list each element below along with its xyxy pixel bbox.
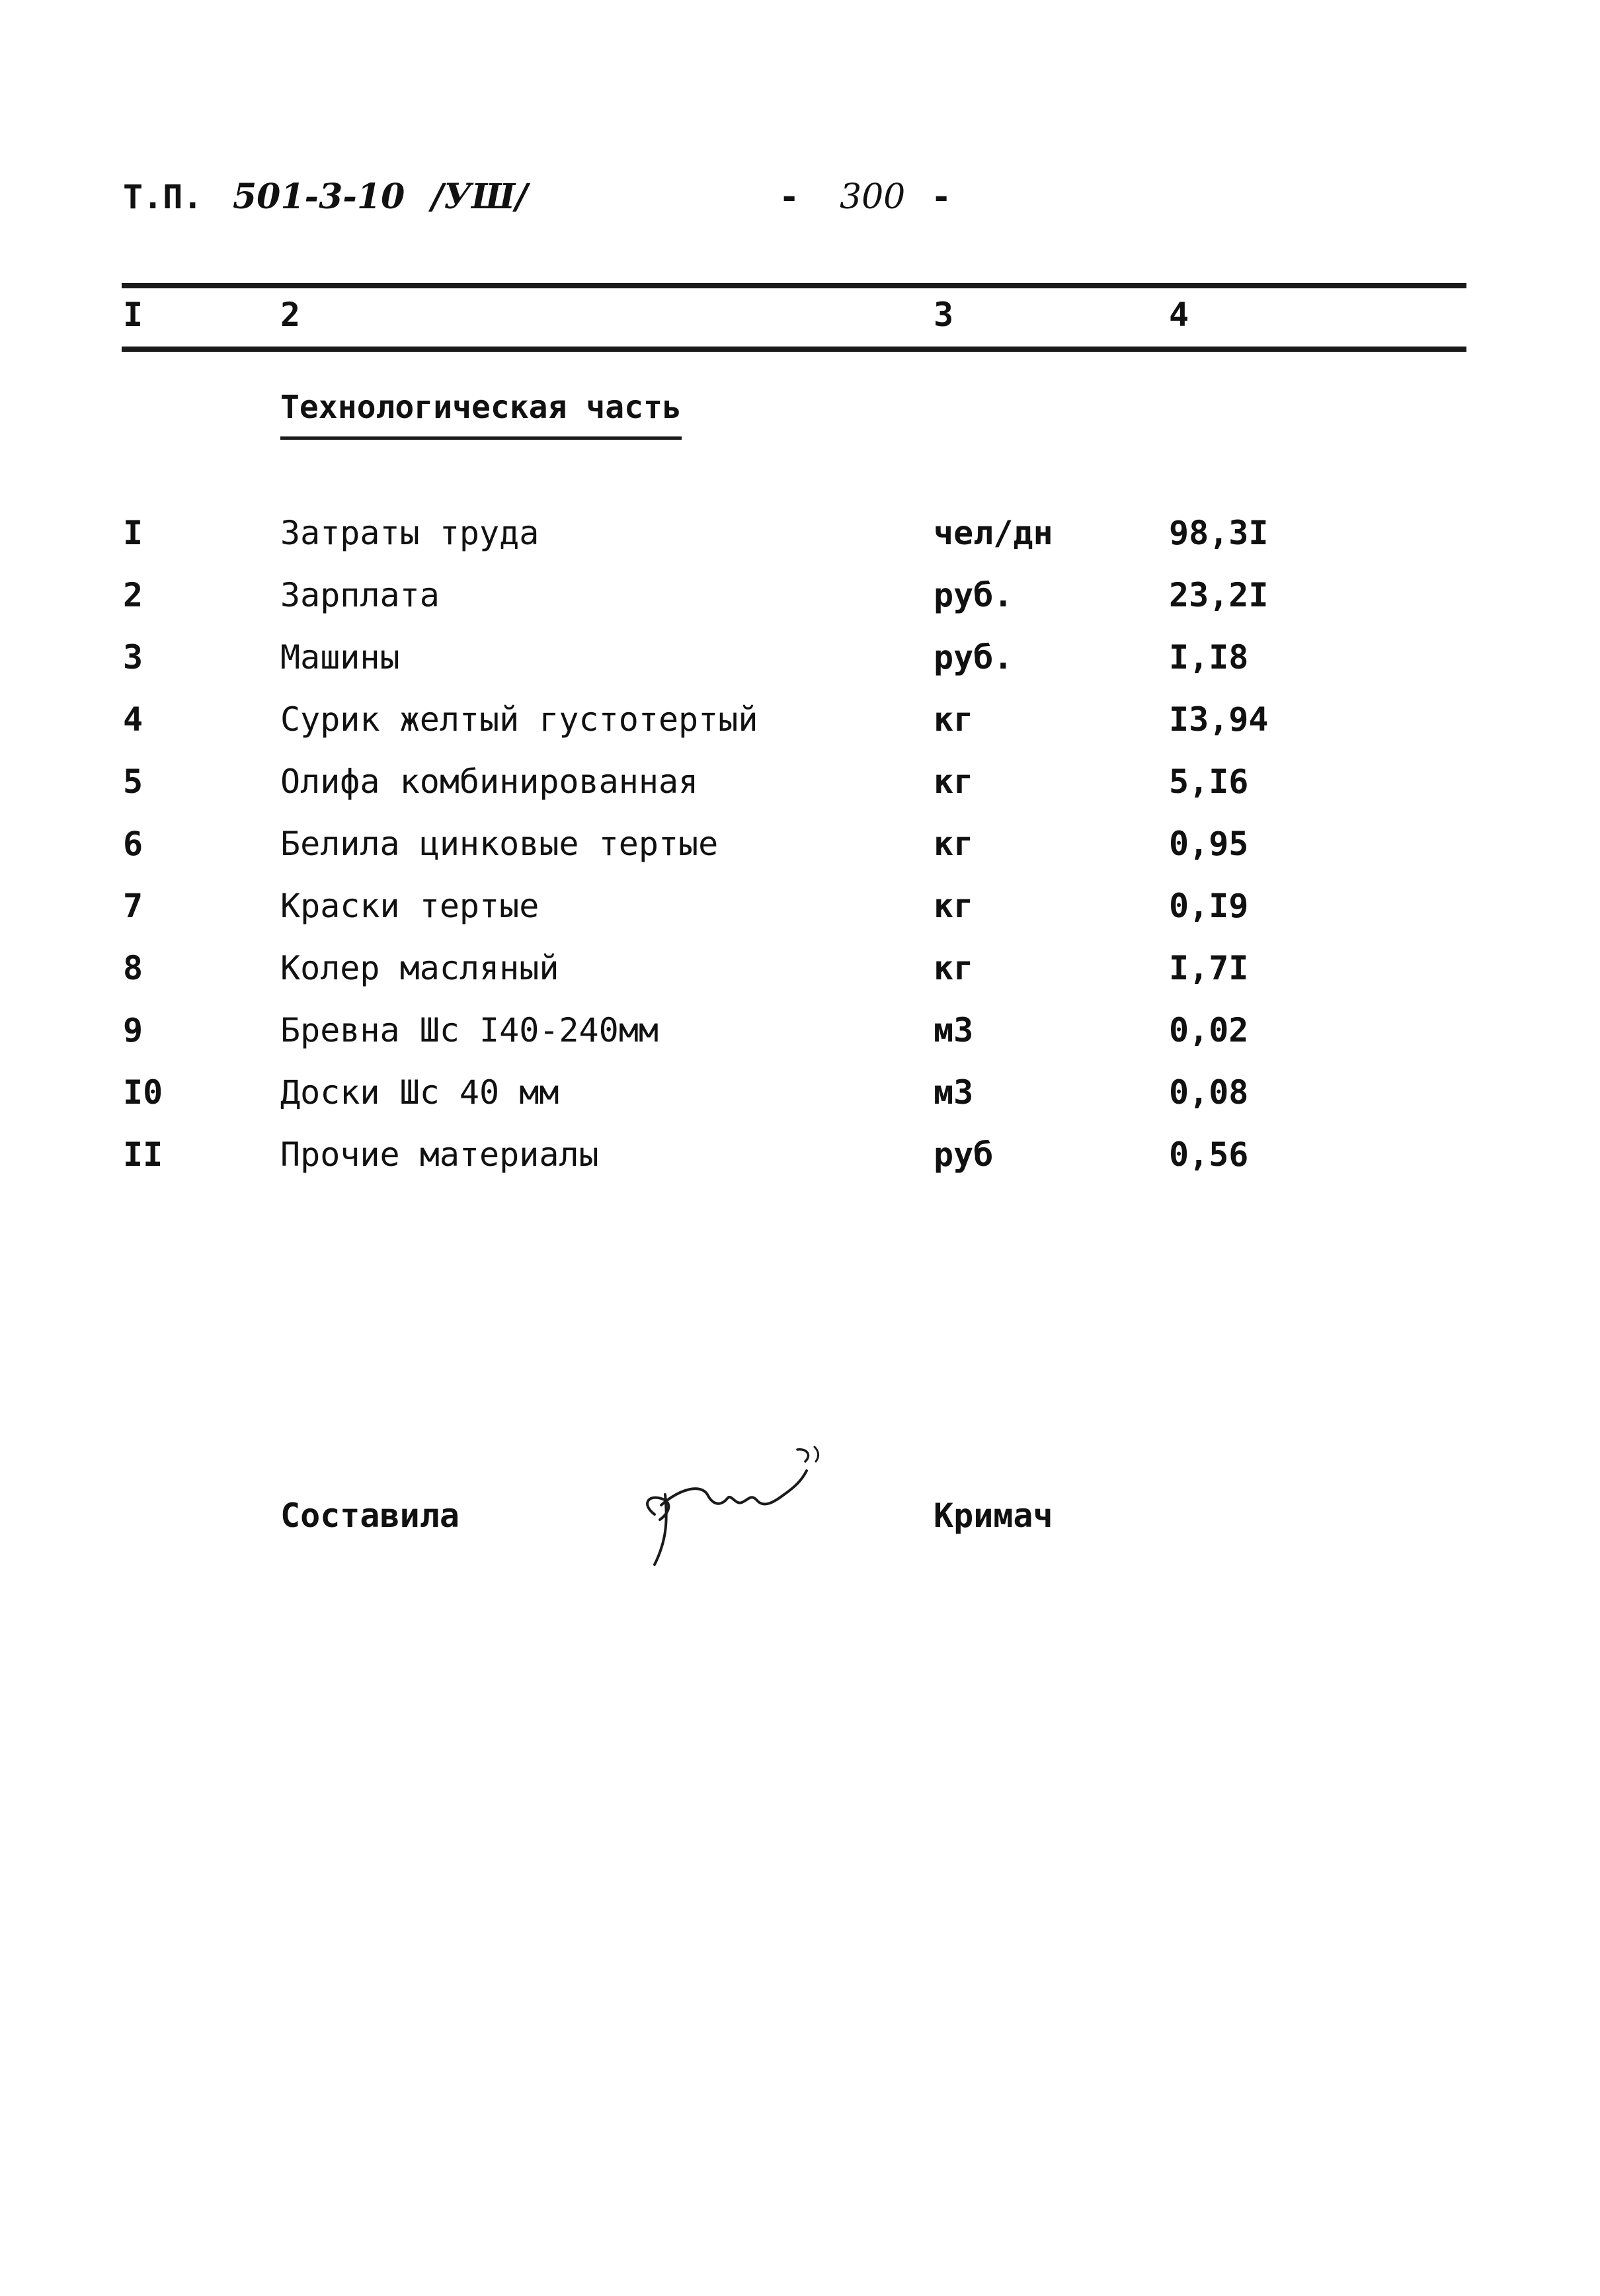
row-value: 0,02 [1169, 1011, 1249, 1049]
row-unit: м3 [934, 1073, 974, 1112]
doc-prefix: Т.П. [123, 178, 203, 216]
page-number: 300 [840, 177, 906, 217]
row-value: I,I8 [1169, 638, 1249, 676]
row-number: 5 [123, 762, 143, 801]
row-value: 0,I9 [1169, 887, 1249, 925]
row-unit: руб [934, 1135, 994, 1174]
row-number: 7 [123, 887, 143, 925]
row-number: I0 [123, 1073, 163, 1112]
row-unit: кг [934, 825, 974, 863]
row-unit: чел/дн [934, 514, 1053, 552]
row-name: Бревна Шс I40-240мм [280, 1011, 659, 1049]
row-value: 0,95 [1169, 825, 1249, 863]
row-name: Зарплата [280, 576, 440, 614]
table-row [0, 700, 1600, 762]
handwritten-signature [628, 1442, 826, 1574]
row-name: Краски тертые [280, 887, 540, 925]
row-unit: руб. [934, 638, 1014, 676]
page-dash-right: - [931, 177, 952, 217]
table-row [0, 1010, 1600, 1073]
row-value: 5,I6 [1169, 762, 1249, 801]
row-name: Белила цинковые тертые [280, 825, 719, 863]
row-unit: кг [934, 762, 974, 801]
column-header-1: I [123, 296, 143, 334]
row-name: Машины [280, 638, 400, 676]
table-row [0, 1135, 1600, 1197]
table-row [0, 1073, 1600, 1135]
table-row [0, 762, 1600, 824]
row-unit: кг [934, 700, 974, 739]
row-name: Прочие материалы [280, 1135, 599, 1174]
table-row [0, 824, 1600, 886]
row-value: 0,56 [1169, 1135, 1249, 1174]
signature-label: Составила [280, 1496, 460, 1535]
row-number: II [123, 1135, 163, 1174]
page-dash-left: - [779, 177, 800, 217]
row-name: Затраты труда [280, 514, 540, 552]
row-name: Колер масляный [280, 949, 559, 987]
row-unit: кг [934, 887, 974, 925]
signatory-name: Кримач [934, 1496, 1053, 1535]
column-header-4: 4 [1169, 296, 1189, 334]
table-row [0, 575, 1600, 637]
table-row [0, 637, 1600, 700]
row-number: 2 [123, 576, 143, 614]
table-top-rule [122, 283, 1466, 288]
row-value: 98,3I [1169, 514, 1269, 552]
row-unit: руб. [934, 576, 1014, 614]
row-number: 3 [123, 638, 143, 676]
table-row [0, 886, 1600, 948]
column-header-3: 3 [934, 296, 954, 334]
row-unit: кг [934, 949, 974, 987]
doc-volume: /УШ/ [431, 177, 528, 217]
table-header-rule [122, 347, 1466, 352]
doc-code: 501-3-10 [233, 177, 405, 217]
row-name: Олифа комбинированная [280, 762, 699, 801]
row-value: 23,2I [1169, 576, 1269, 614]
row-unit: м3 [934, 1011, 974, 1049]
row-value: I3,94 [1169, 700, 1269, 739]
row-number: 8 [123, 949, 143, 987]
table-row [0, 948, 1600, 1010]
row-name: Доски Шс 40 мм [280, 1073, 559, 1112]
row-name: Сурик желтый густотертый [280, 700, 758, 739]
row-value: I,7I [1169, 949, 1249, 987]
column-header-2: 2 [280, 296, 301, 334]
table-row [0, 513, 1600, 575]
row-number: 9 [123, 1011, 143, 1049]
row-number: 4 [123, 700, 143, 739]
section-title: Технологическая часть [280, 388, 682, 440]
row-number: 6 [123, 825, 143, 863]
row-number: I [123, 514, 143, 552]
row-value: 0,08 [1169, 1073, 1249, 1112]
